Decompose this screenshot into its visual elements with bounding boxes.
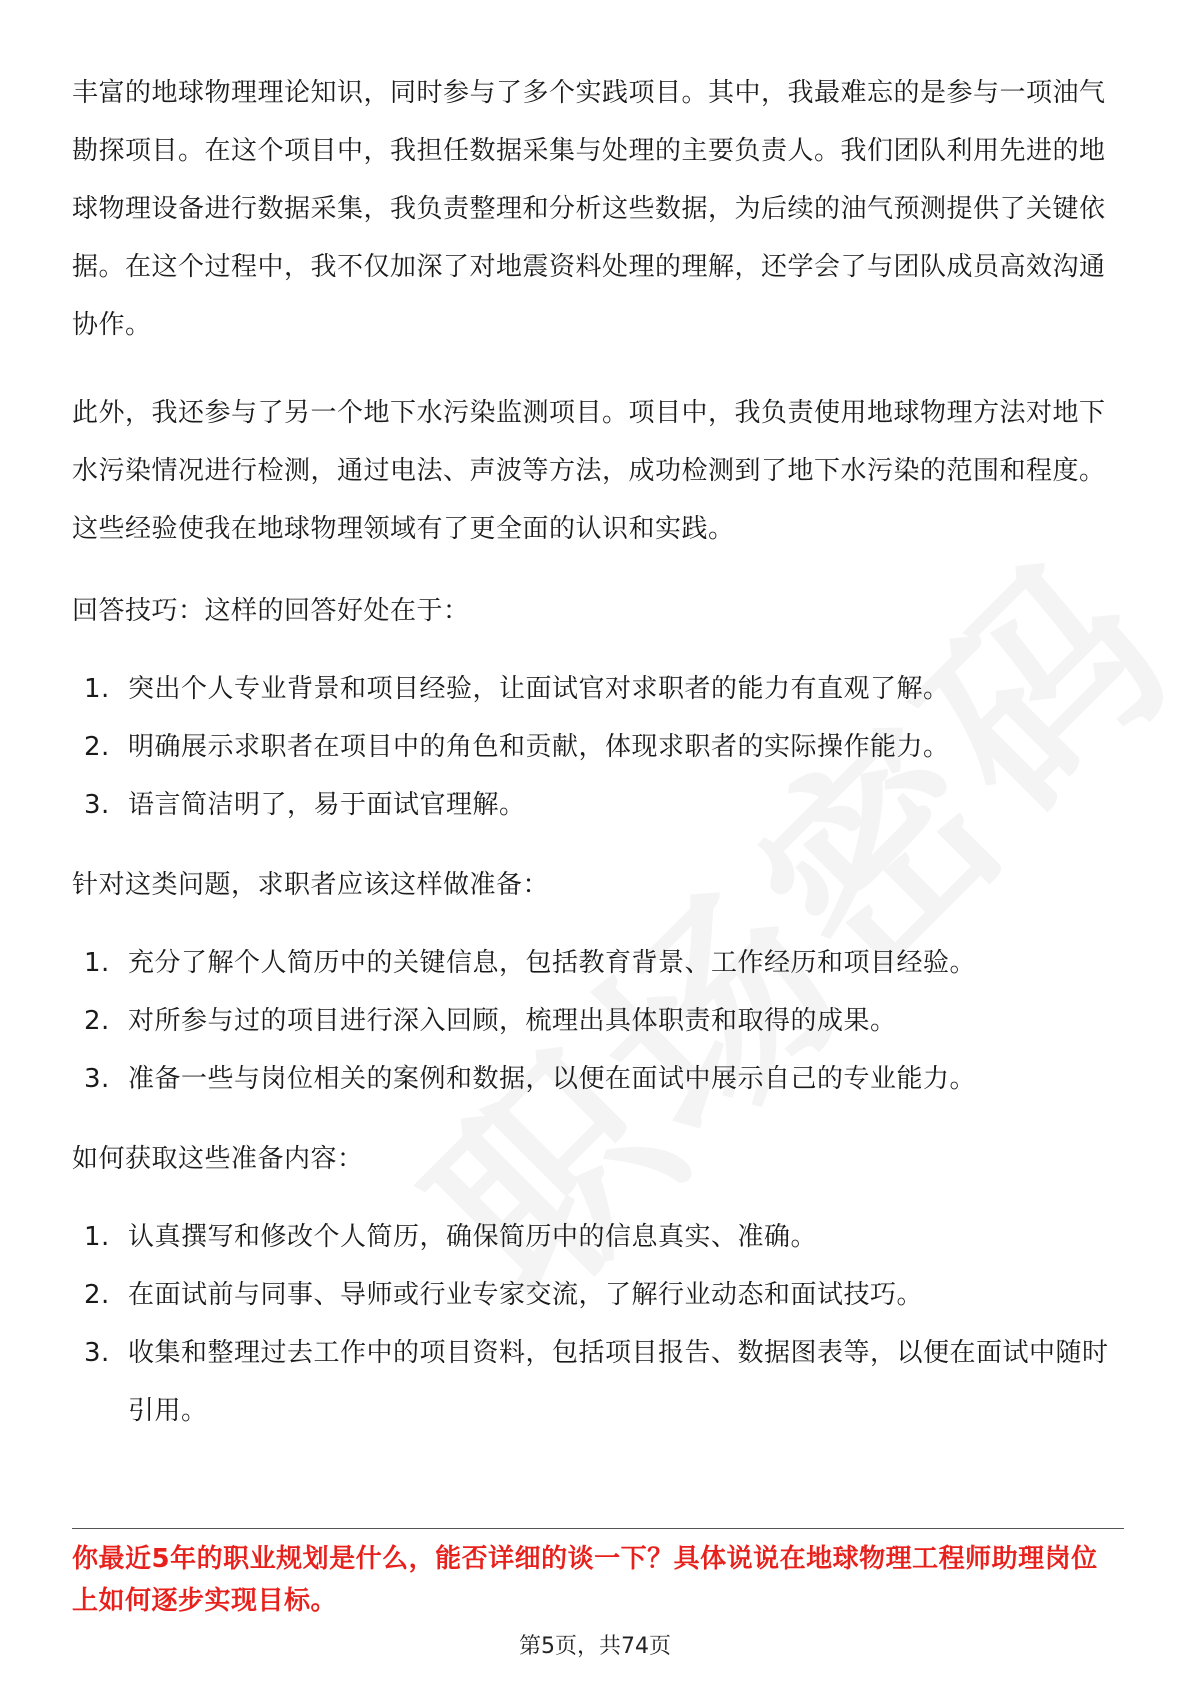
list-item bbox=[72, 718, 1124, 776]
obtain-heading: 如何获取这些准备内容： bbox=[72, 1144, 364, 1174]
divider bbox=[72, 1528, 1124, 1529]
list-item bbox=[72, 1266, 1124, 1324]
list-number: 2. bbox=[84, 1006, 110, 1036]
list-item bbox=[72, 1324, 1124, 1440]
second-paragraph: 此外，我还参与了另一个地下水污染监测项目。项目中，我负责使用地球物理方法对地下水污染情况进行检测，通过电法、声波等方法，成功检测到了地下水污染的范围和程度。这些经验使我在地球物理领域有了更全面的认识和实践。 bbox=[72, 398, 1106, 544]
list-item bbox=[72, 776, 1124, 834]
list-item bbox=[72, 934, 1124, 992]
document-body bbox=[72, 64, 1124, 1440]
obtain-list bbox=[72, 1208, 1124, 1440]
prepare-heading: 针对这类问题，求职者应该这样做准备： bbox=[72, 870, 550, 900]
list-number: 3. bbox=[84, 790, 110, 820]
page-number: 第5页，共74页 bbox=[519, 1634, 671, 1659]
list-number: 1. bbox=[84, 674, 110, 704]
list-item bbox=[72, 660, 1124, 718]
list-text: 收集和整理过去工作中的项目资料，包括项目报告、数据图表等，以便在面试中随时引用。 bbox=[128, 1338, 1109, 1426]
list-number: 3. bbox=[84, 1338, 110, 1368]
next-question: 你最近5年的职业规划是什么，能否详细的谈一下？具体说说在地球物理工程师助理岗位上如何逐步实现目标。 bbox=[72, 1544, 1098, 1616]
list-text: 准备一些与岗位相关的案例和数据，以便在面试中展示自己的专业能力。 bbox=[128, 1064, 977, 1094]
intro-paragraph: 丰富的地球物理理论知识，同时参与了多个实践项目。其中，我最难忘的是参与一项油气勘探项目。在这个项目中，我担任数据采集与处理的主要负责人。我们团队利用先进的地球物理设备进行数据采集，我负责整理和分析这些数据，为后续的油气预测提供了关键依据。在这个过程中，我不仅加深了对地震资料处理的理解，还学会了与团队成员高效沟通协作。 bbox=[72, 78, 1106, 340]
list-text: 在面试前与同事、导师或行业专家交流，了解行业动态和面试技巧。 bbox=[128, 1280, 924, 1310]
list-number: 2. bbox=[84, 732, 110, 762]
list-text: 明确展示求职者在项目中的角色和贡献，体现求职者的实际操作能力。 bbox=[128, 732, 950, 762]
tips-list bbox=[72, 660, 1124, 834]
list-text: 突出个人专业背景和项目经验，让面试官对求职者的能力有直观了解。 bbox=[128, 674, 950, 704]
prepare-list bbox=[72, 934, 1124, 1108]
list-number: 1. bbox=[84, 948, 110, 978]
list-text: 语言简洁明了，易于面试官理解。 bbox=[128, 790, 526, 820]
list-item bbox=[72, 992, 1124, 1050]
list-item bbox=[72, 1050, 1124, 1108]
tips-heading: 回答技巧：这样的回答好处在于： bbox=[72, 596, 470, 626]
list-number: 1. bbox=[84, 1222, 110, 1252]
list-number: 2. bbox=[84, 1280, 110, 1310]
list-text: 对所参与过的项目进行深入回顾，梳理出具体职责和取得的成果。 bbox=[128, 1006, 897, 1036]
list-text: 认真撰写和修改个人简历，确保简历中的信息真实、准确。 bbox=[128, 1222, 818, 1252]
list-text: 充分了解个人简历中的关键信息，包括教育背景、工作经历和项目经验。 bbox=[128, 948, 977, 978]
list-item bbox=[72, 1208, 1124, 1266]
list-number: 3. bbox=[84, 1064, 110, 1094]
